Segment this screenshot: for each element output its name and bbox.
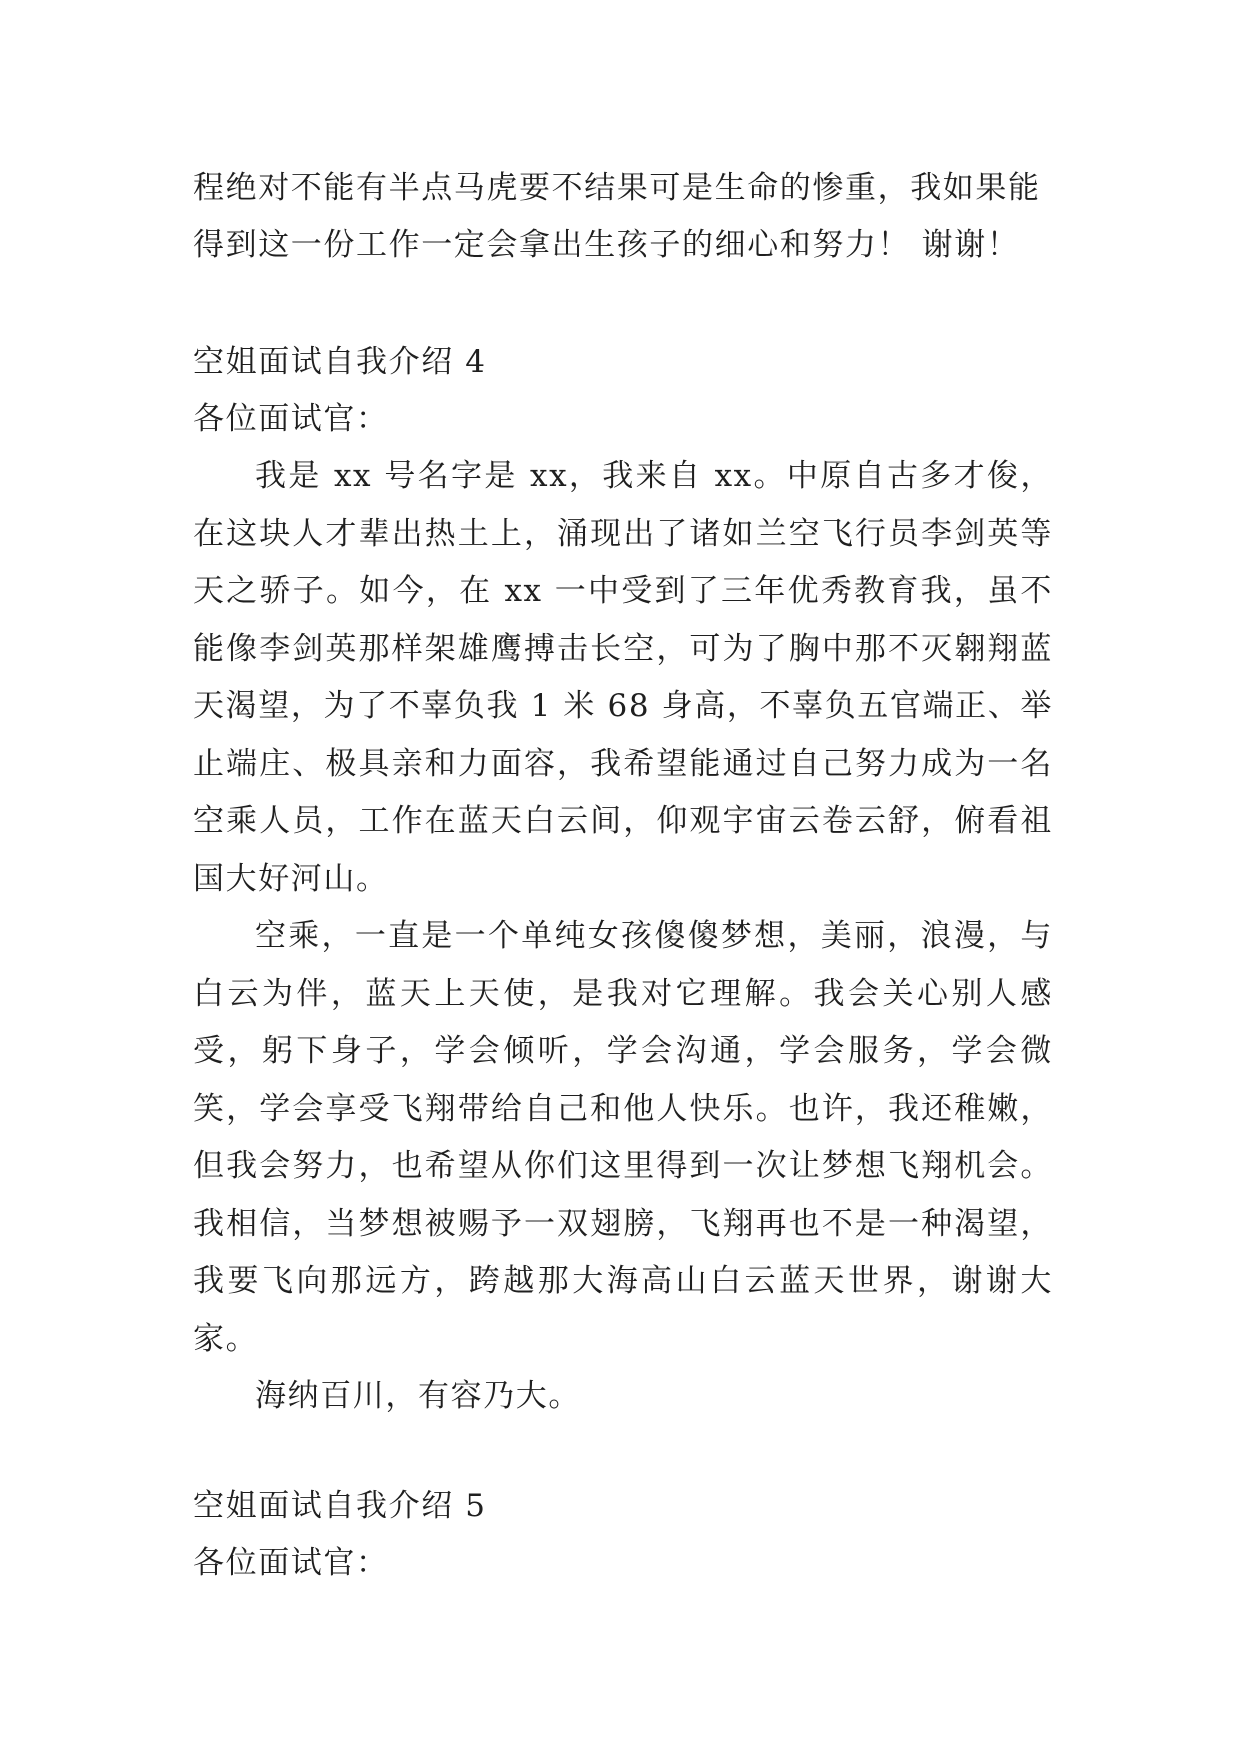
- body-paragraph: 我是 xx 号名字是 xx，我来自 xx。中原自古多才俊，在这块人才辈出热土上，涌现出了诸如兰空飞行员李剑英等天之骄子。如今，在 xx 一中受到了三年优秀教育我，虽不能像李剑英那样架雄鹰搏击长空，可为了胸中那不灭翱翔蓝天渴望，为了不辜负我 1 米 68 身高，不辜负五官端正、举止端庄、极具亲和力面容，我希望能通过自己努力成为一名空乘人员，工作在蓝天白云间，仰观宇宙云卷云舒，俯看祖国大好河山。: [193, 458, 1053, 897]
- section-intro-5: [193, 1478, 1053, 1592]
- document-page: [193, 160, 1053, 1592]
- salutation: 各位面试官：: [193, 1544, 389, 1581]
- salutation: 各位面试官：: [193, 401, 389, 437]
- continuation-paragraph: 程绝对不能有半点马虎要不结果可是生命的惨重，我如果能得到这一份工作一定会拿出生孩子的细心和努力！ 谢谢！: [193, 170, 1041, 263]
- body-paragraph: 海纳百川，有容乃大。: [255, 1378, 581, 1414]
- section-title: 空姐面试自我介绍 4: [193, 344, 487, 380]
- section-spacer: [193, 1426, 1053, 1478]
- section-spacer: [193, 274, 1053, 334]
- body-paragraph: 空乘，一直是一个单纯女孩傻傻梦想，美丽，浪漫，与白云为伴，蓝天上天使，是我对它理解。我会关心别人感受，躬下身子，学会倾听，学会沟通，学会服务，学会微笑，学会享受飞翔带给自己和他人快乐。也许，我还稚嫩，但我会努力，也希望从你们这里得到一次让梦想飞翔机会。我相信，当梦想被赐予一双翅膀，飞翔再也不是一种渴望，我要飞向那远方，跨越那大海高山白云蓝天世界，谢谢大家。: [193, 918, 1053, 1357]
- section-intro-4: [193, 334, 1053, 1426]
- section-title: 空姐面试自我介绍 5: [193, 1487, 487, 1524]
